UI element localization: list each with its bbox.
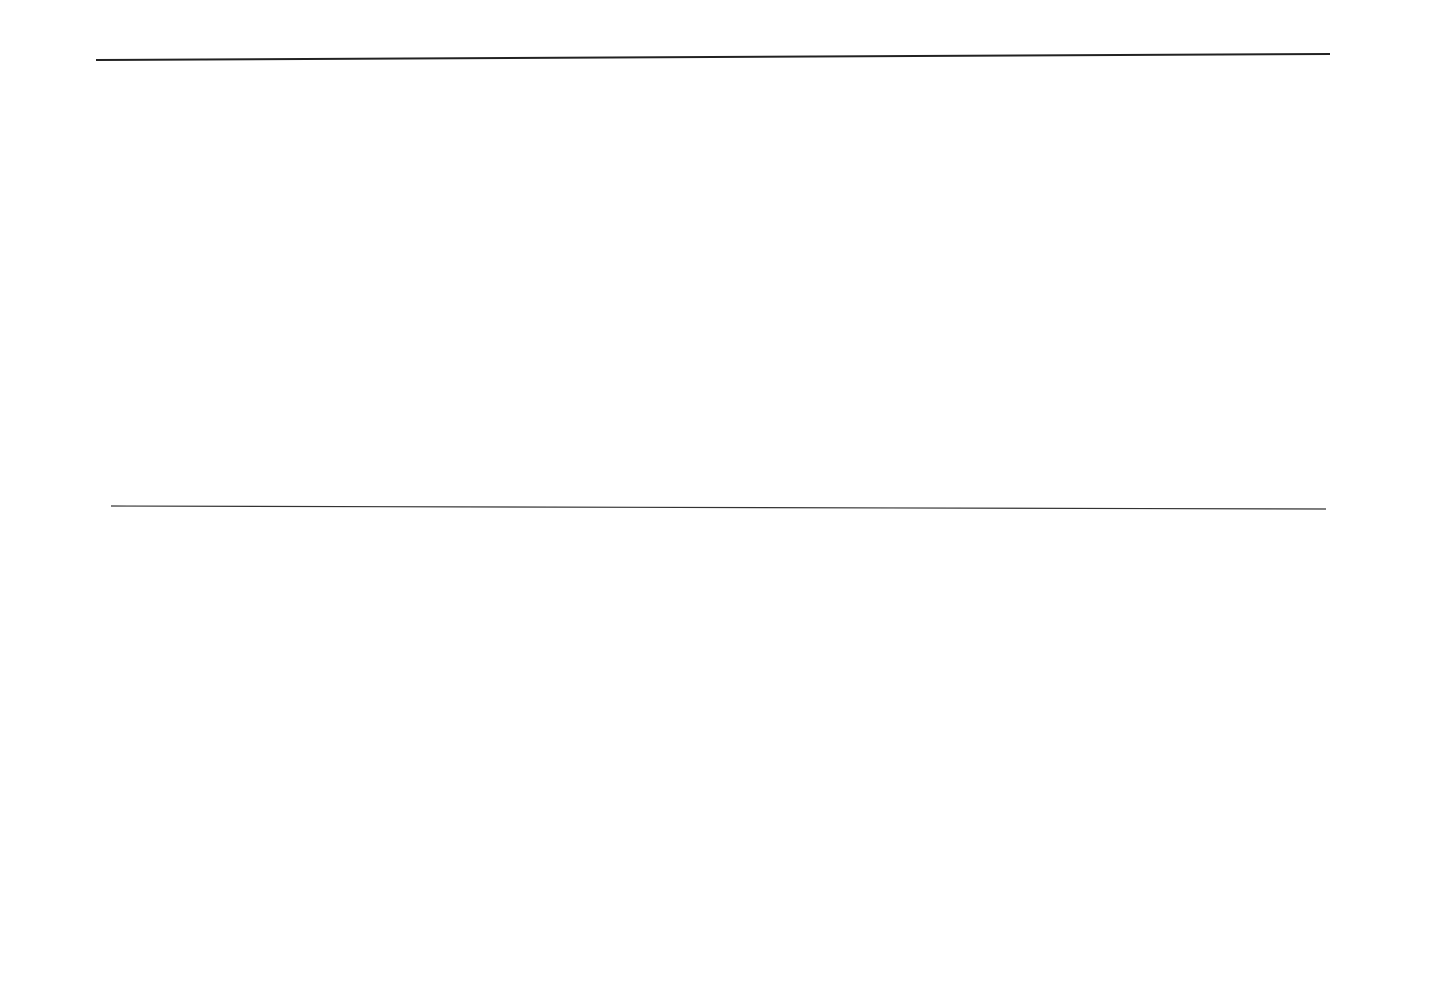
digitization-footer [2, 604, 20, 996]
top-header-rule [96, 54, 1330, 60]
column-divider [111, 506, 1326, 509]
